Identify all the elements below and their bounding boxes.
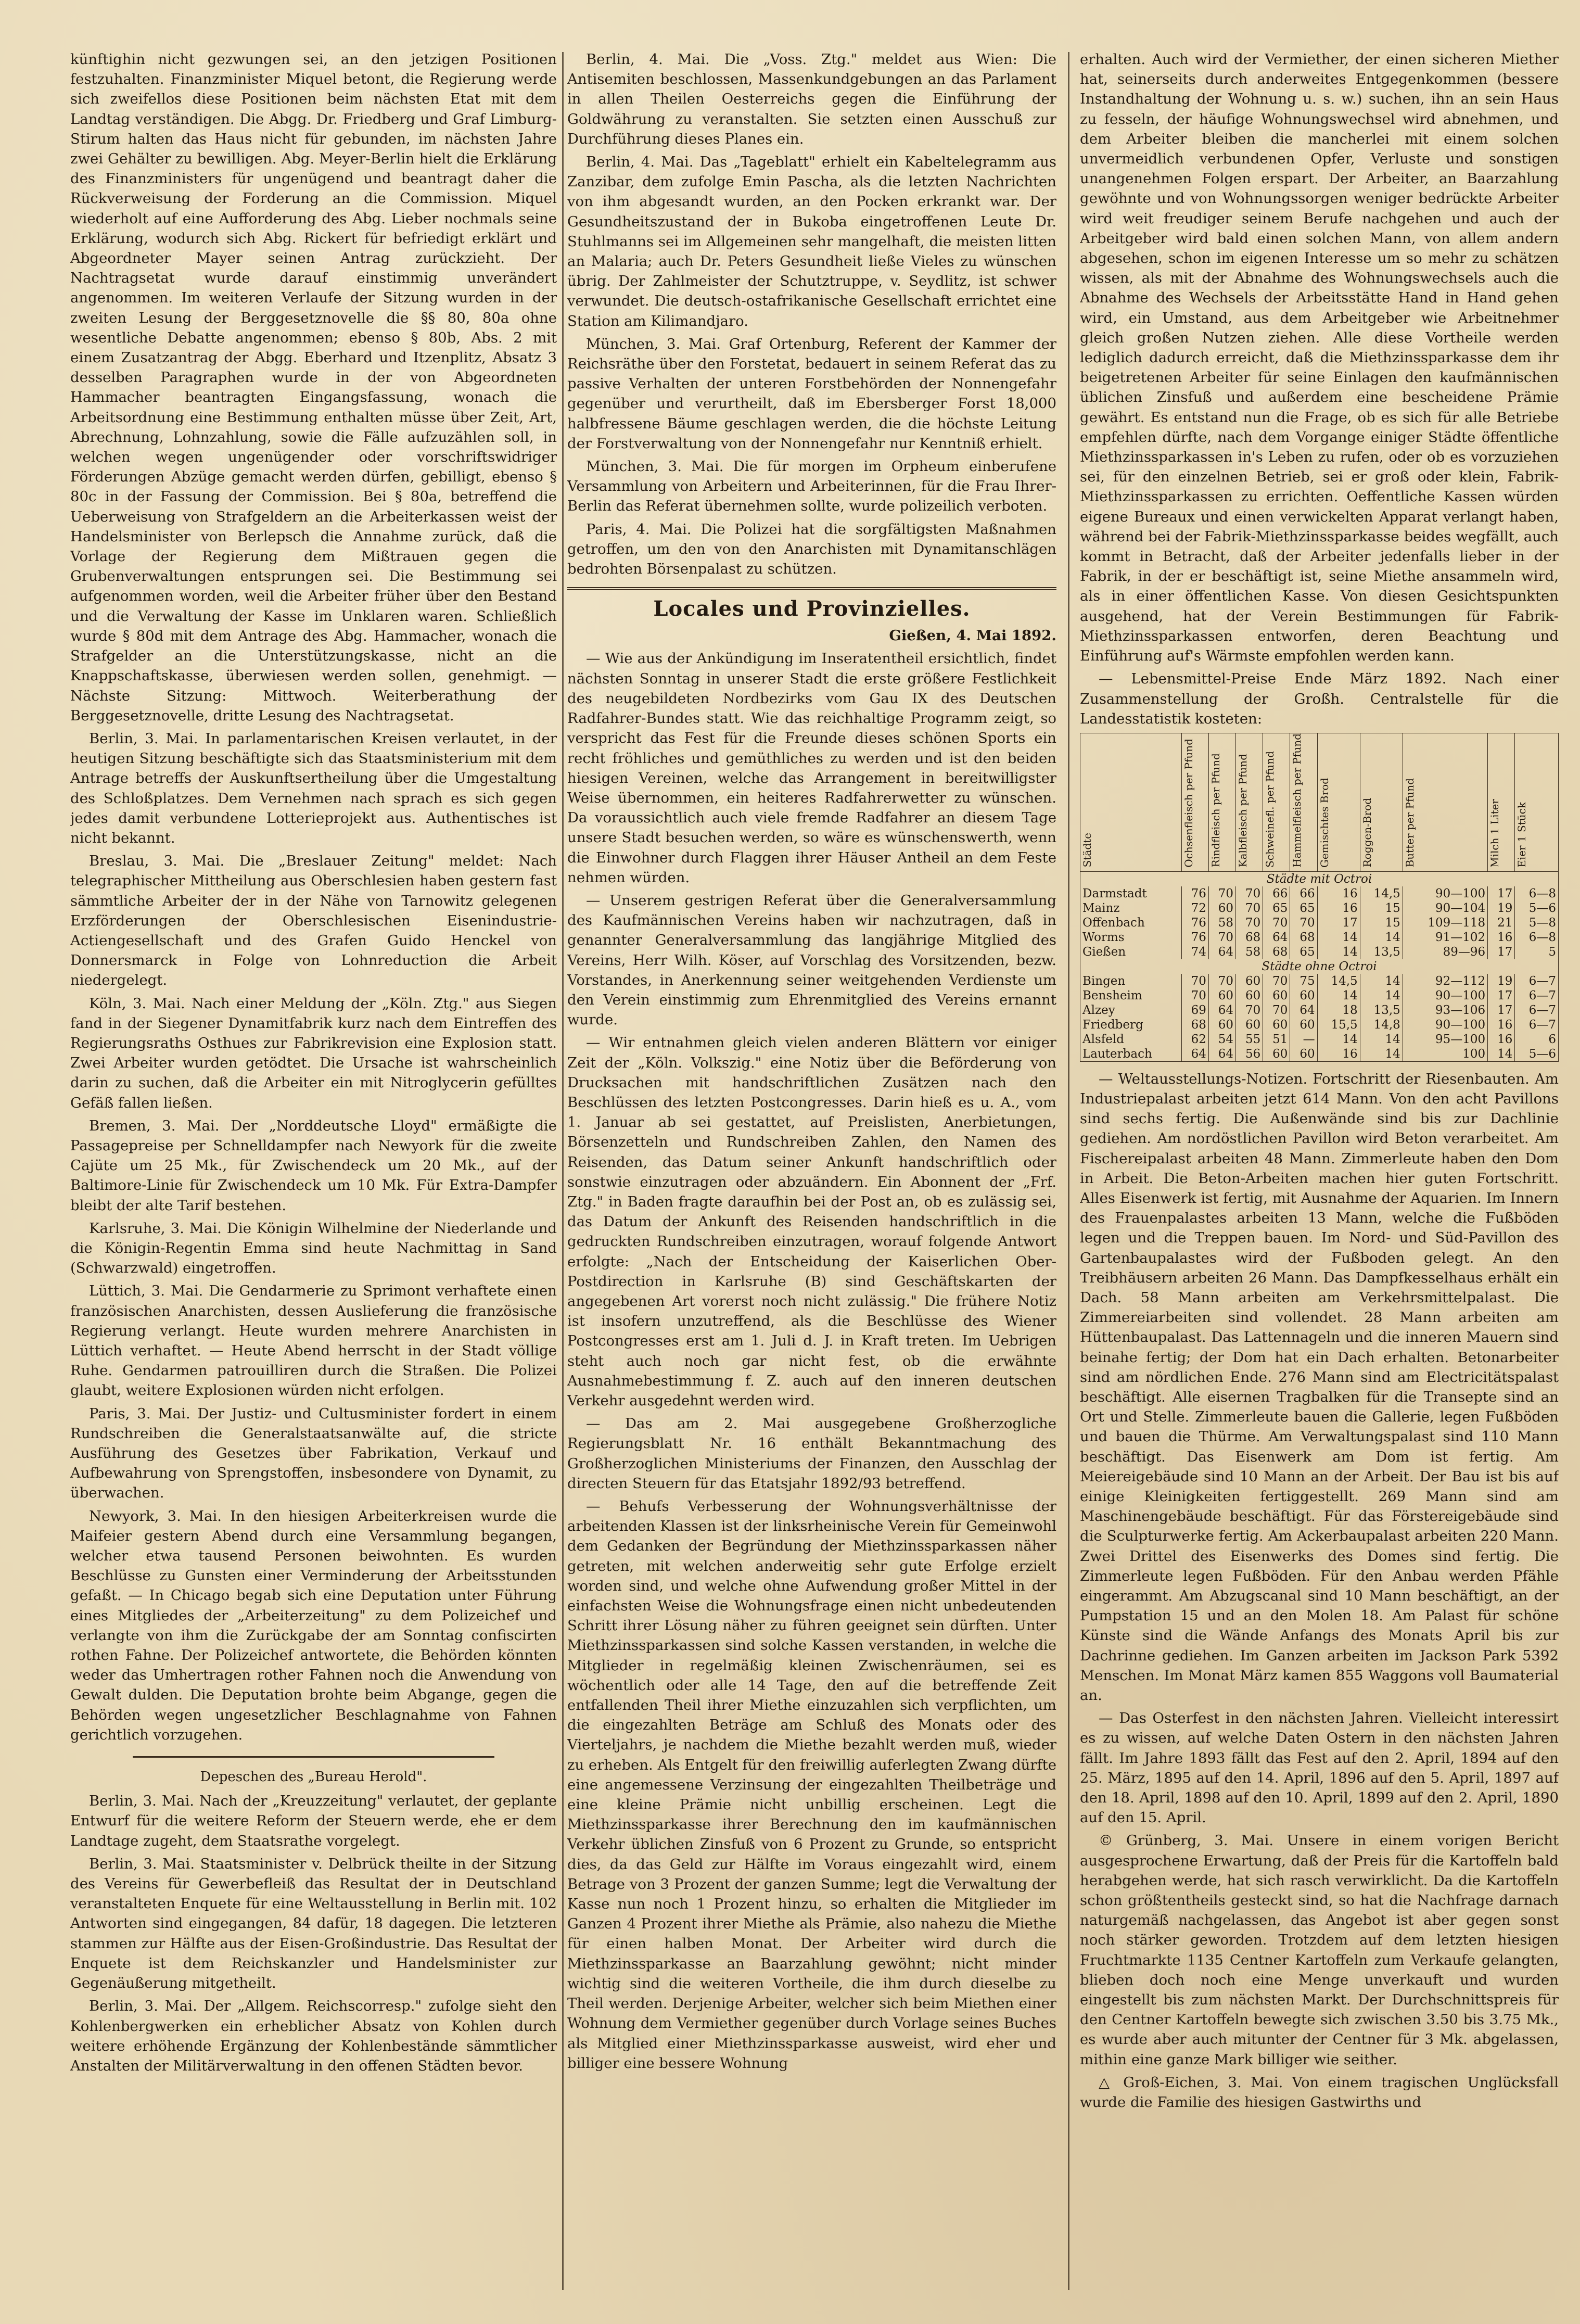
table-cell: 70: [1263, 974, 1290, 988]
table-cell: 90—100: [1403, 886, 1487, 901]
table-row: [1080, 1032, 1559, 1047]
table-cell: 6—7: [1515, 1018, 1559, 1032]
table-city-cell: Alsfeld: [1080, 1032, 1182, 1047]
table-row: [1080, 945, 1559, 959]
table-cell: 64: [1208, 1047, 1235, 1062]
article-paragraph: Breslau, 3. Mai. Die „Breslauer Zeitung" meldet: Nach telegraphischer Mittheilung aus Oberschlesien haben gestern fast sämmtliche Arbeiter der in der Nähe von Tarnowitz gelegenen Erzförderungen der Oberschlesischen Eisenindustrie-Actiengesellschaft und des Grafen Guido Henckel von Donnersmarck in Folge von Lohnreduction die Arbeit niedergelegt.: [70, 853, 557, 989]
article-paragraph: — Das am 2. Mai ausgegebene Großherzogliche Regierungsblatt Nr. 16 enthält Bekanntmachung des Großherzoglichen Ministeriums der Finanzen, den Ausschlag der directen Steuern für das Etatsjahr 1892/93 betreffend.: [567, 1415, 1056, 1492]
depeschen-heading: Depeschen des „Bureau Herold".: [200, 1769, 427, 1785]
table-cell: 68: [1236, 930, 1263, 945]
table-cell: 17: [1317, 916, 1360, 930]
article-paragraph: — Wie aus der Ankündigung im Inseratentheil ersichtlich, findet nächsten Sonntag in unserer Stadt die erste größere Festlichkeit des neugebildeten Nordbezirks vom Gau IX des Deutschen Radfahrer-Bundes statt. Wie das reichhaltige Programm zeigt, so verspricht das Fest für die Freunde dieses schönen Sports ein recht fröhliches und gemüthliches zu werden und ist den beiden hiesigen Vereinen, welche das Arrangement in bereitwilligster Weise übernommen, ein heiteres Radfahrerwetter zu wünschen. Da voraussichtlich auch viele fremde Radfahrer an diesem Tage unsere Stadt besuchen werden, so wäre es wünschenswerth, wenn die Einwohner durch Flaggen ihrer Häuser Antheil an dem Feste nehmen würden.: [567, 650, 1056, 886]
table-city-cell: Mainz: [1080, 901, 1182, 916]
table-row: [1080, 886, 1559, 901]
table-cell: 64: [1208, 1003, 1235, 1018]
table-cell: 93—106: [1403, 1003, 1487, 1018]
table-cell: 60: [1208, 988, 1235, 1003]
article-paragraph: △ Groß-Eichen, 3. Mai. Von einem tragischen Unglücksfall wurde die Familie des hiesigen Gastwirths und: [1080, 2074, 1559, 2111]
table-group-row: [1080, 871, 1559, 886]
column-left: [70, 49, 557, 2303]
table-cell: 6—7: [1515, 988, 1559, 1003]
table-cell: 62: [1181, 1032, 1208, 1047]
table-cell: 70: [1236, 1003, 1263, 1018]
table-cell: 14,5: [1317, 974, 1360, 988]
table-cell: 15: [1360, 916, 1403, 930]
table-city-cell: Lauterbach: [1080, 1047, 1182, 1062]
article-paragraph: Berlin, 3. Mai. Staatsminister v. Delbrück theilte in der Sitzung des Vereins für Gewerbefleiß das Resultat der in Deutschland veranstalteten Enquete für eine Weltausstellung in Berlin mit. 102 Antworten sind eingegangen, 84 dafür, 18 dagegen. Die letzteren stammen zur Hälfte aus der Eisen-Großindustrie. Das Resultat der Enquete ist dem Reichskanzler und Handelsminister zur Gegenäußerung mitgetheilt.: [70, 1855, 557, 1992]
table-cell: 14: [1317, 988, 1360, 1003]
article-paragraph: © Grünberg, 3. Mai. Unsere in einem vorigen Bericht ausgesprochene Erwartung, daß der Preis für die Kartoffeln bald herabgehen werde, hat sich rasch verwirklicht. Da die Kartoffeln schon größtentheils gesteckt sind, so hat die Nachfrage darnach naturgemäß nachgelassen, das Angebot ist aber gegen sonst noch stärker geworden. Trotzdem auf dem letzten hiesigen Fruchtmarkte 1135 Centner Kartoffeln zum Verkaufe gelangten, blieben doch noch eine Menge unverkauft und wurden eingestellt bis zum nächsten Markt. Der Durchschnittspreis für den Centner Kartoffeln bewegte sich zwischen 3.50 bis 3.75 Mk., es wurde aber auch mitunter der Centner für 3 Mk. abgelassen, mithin eine ganze Mark billiger wie seither.: [1080, 1832, 1559, 2068]
table-cell: 14: [1360, 930, 1403, 945]
table-cell: 70: [1181, 988, 1208, 1003]
table-row: [1080, 1047, 1559, 1062]
table-cell: 70: [1181, 974, 1208, 988]
table-group-label: Städte ohne Octroi: [1080, 959, 1559, 974]
table-cell: 14: [1317, 945, 1360, 959]
table-header-cell: Ochsenfleisch per Pfund: [1181, 733, 1208, 871]
table-cell: 64: [1208, 945, 1235, 959]
table-cell: 70: [1236, 886, 1263, 901]
article-paragraph: Berlin, 3. Mai. Der „Allgem. Reichscorresp." zufolge sieht den Kohlenbergwerken ein erheblicher Absatz von Kohlen durch weitere erhöhende Ergänzung der Kohlenbestände sämmtlicher Anstalten der Militärverwaltung in den offenen Städten bevor.: [70, 1998, 557, 2074]
table-row: [1080, 974, 1559, 988]
table-cell: 5: [1515, 945, 1559, 959]
table-cell: 75: [1290, 974, 1317, 988]
table-cell: 6—8: [1515, 930, 1559, 945]
table-cell: 100: [1403, 1047, 1487, 1062]
table-cell: 109—118: [1403, 916, 1487, 930]
article-paragraph: Bremen, 3. Mai. Der „Norddeutsche Lloyd" ermäßigte die Passagepreise per Schnelldampfer nach Newyork für die zweite Cajüte um 25 Mk., für Zwischendeck um 20 Mk., auf der Baltimore-Linie für Zwischendeck um 10 Mk. Für Extra-Dampfer bleibt der alte Tarif bestehen.: [70, 1117, 557, 1214]
table-cell: 51: [1263, 1032, 1290, 1047]
table-header-cell: Roggen-Brod: [1360, 733, 1403, 871]
table-cell: 14: [1317, 930, 1360, 945]
table-row: [1080, 1018, 1559, 1032]
table-cell: 58: [1208, 916, 1235, 930]
article-paragraph: — Wir entnahmen gleich vielen anderen Blättern vor einiger Zeit der „Köln. Volkszig." eine Notiz über die Beförderung von Drucksachen mit handschriftlichen Zusätzen nach den Beschlüssen des letzten Postcongresses. Darin hieß es u. A., vom 1. Januar ab sei gestattet, auf Preislisten, Anerbietungen, Börsenzetteln und Rundschreiben Zahlen, den Namen des Reisenden, das Datum seiner Ankunft handschriftlich oder sonstwie einzutragen oder abzuändern. Ein Abonnent der „Frf. Ztg." in Baden fragte daraufhin bei der Post an, ob es zulässig sei, das Datum der Ankunft des Reisenden handschriftlich in die gedruckten Rundschreiben einzutragen, worauf folgende Antwort erfolgte: „Nach der Entscheidung der Kaiserlichen Ober-Postdirection in Karlsruhe (B) sind Geschäftskarten der angegebenen Art vorerst noch nicht zulässig." Die frühere Notiz ist insofern unzutreffend, als die Beschlüsse des Wiener Postcongresses erst am 1. Juli d. J. in Kraft treten. Im Uebrigen steht auch noch gar nicht fest, ob die erwähnte Ausnahmebestimmung f. Z. auch auf den inneren deutschen Verkehr ausgedehnt werden wird.: [567, 1034, 1056, 1409]
table-city-cell: Friedberg: [1080, 1018, 1182, 1032]
table-group-label: Städte mit Octroi: [1080, 871, 1559, 886]
price-table-header: [1080, 733, 1559, 871]
column-middle: [567, 49, 1056, 2303]
table-cell: 15,5: [1317, 1018, 1360, 1032]
table-city-cell: Bensheim: [1080, 988, 1182, 1003]
table-header-cell: Kalbfleisch per Pfund: [1236, 733, 1263, 871]
table-row: [1080, 988, 1559, 1003]
table-header-cell: Gemischtes Brod: [1317, 733, 1360, 871]
table-header-cell: Eier 1 Stück: [1515, 733, 1559, 871]
table-cell: —: [1290, 1032, 1317, 1047]
table-cell: 65: [1290, 945, 1317, 959]
table-cell: 64: [1181, 1047, 1208, 1062]
table-cell: 70: [1290, 916, 1317, 930]
table-cell: 17: [1488, 945, 1515, 959]
table-city-cell: Gießen: [1080, 945, 1182, 959]
table-cell: 14,8: [1360, 1018, 1403, 1032]
table-row: [1080, 930, 1559, 945]
column-rule-left: [562, 52, 564, 2290]
table-cell: 74: [1181, 945, 1208, 959]
table-header-cell: Milch 1 Liter: [1488, 733, 1515, 871]
price-table-body: [1080, 871, 1559, 1061]
article-paragraph: Berlin, 3. Mai. Nach der „Kreuzzeitung" verlautet, der geplante Entwurf für die weitere Reform der Steuern werde, ehe er dem Landtage zugeht, dem Staatsrathe vorgelegt.: [70, 1793, 557, 1849]
article-paragraph: München, 3. Mai. Graf Ortenburg, Referent der Kammer der Reichsräthe über den Forstetat, bedauert in seinem Referat das zu passive Verhalten der unteren Forstbehörden der Nonnengefahr gegenüber und verurtheilt, daß im Ebersberger Forst 18,000 halbfressene Bäume geschlagen werden, die die höchste Leitung der Forstverwaltung von der Nonnengefahr nur Kenntniß erhielt.: [567, 335, 1056, 452]
table-cell: 60: [1263, 1047, 1290, 1062]
table-city-cell: Alzey: [1080, 1003, 1182, 1018]
table-cell: 18: [1317, 1003, 1360, 1018]
table-city-cell: Bingen: [1080, 974, 1182, 988]
table-cell: 17: [1488, 886, 1515, 901]
table-cell: 70: [1236, 901, 1263, 916]
table-row: [1080, 1003, 1559, 1018]
table-cell: 5—6: [1515, 1047, 1559, 1062]
article-paragraph: — Behufs Verbesserung der Wohnungsverhältnisse der arbeitenden Klassen ist der linksrheinische Verein für Gemeinwohl dem Gedanken der Begründung der Miethzinssparkassen näher getreten, mit welchen anderweitig sehr gute Erfolge erzielt worden sind, und welche ohne Aufwendung großer Mittel in der einfachsten Weise die Wohnungsfrage einen nicht unbedeutenden Schritt ihrer Lösung näher zu führen geeignet sein dürften. Unter Miethzinssparkassen sind solche Kassen verstanden, in welche die Mitglieder in regelmäßig kleinen Zwischenräumen, sei es wöchentlich oder alle 14 Tage, den auf die betreffende Zeit entfallenden Theil ihrer Miethe einzuzahlen sich verpflichten, um die eingezahlten Beträge am Schluß des Monats oder des Vierteljahrs, je nachdem die Miethe bezahlt werden muß, wieder zu erheben. Als Entgelt für den freiwillig auferlegten Zwang dürfte eine angemessene Verzinsung der eingezahlten Theilbeträge und eine kleine Prämie nicht unbillig erscheinen. Legt die Miethzinssparkasse ihrer Berechnung den im kaufmännischen Verkehr üblichen Zinsfuß von 6 Prozent zu Grunde, so entspricht dies, da das Geld zur Hälfte im Voraus eingezahlt wird, einem Betrage von 3 Prozent der ganzen Summe; legt die Verwaltung der Kasse nun noch 1 Prozent hinzu, so erhalten die Mitglieder im Ganzen 4 Prozent ihrer Miethe als Prämie, also nahezu die Miethe für einen halben Monat. Der Arbeiter wird durch die Miethzinssparkasse an Baarzahlung gewöhnt; nicht minder wichtig sind die weiteren Vortheile, die ihm durch dieselbe zu Theil werden. Derjenige Arbeiter, welcher sich beim Miethen einer Wohnung dem Vermiether gegenüber durch Vorlage seines Buches als Mitglied einer Miethzinssparkasse ausweist, wird eher und billiger eine bessere Wohnung: [567, 1498, 1056, 2072]
article-paragraph: Lüttich, 3. Mai. Die Gendarmerie zu Sprimont verhaftete einen französischen Anarchisten, dessen Auslieferung die französische Regierung verlangt. Heute wurden mehrere Anarchisten in Lüttich verhaftet. — Heute Abend herrscht in der Stadt völlige Ruhe. Gendarmen patrouilliren durch die Straßen. Die Polizei glaubt, weitere Explosionen würden nicht erfolgen.: [70, 1282, 557, 1399]
table-cell: 60: [1236, 988, 1263, 1003]
table-city-cell: Offenbach: [1080, 916, 1182, 930]
table-cell: 70: [1263, 916, 1290, 930]
table-cell: 60: [1290, 988, 1317, 1003]
table-city-cell: Worms: [1080, 930, 1182, 945]
article-paragraph: Paris, 3. Mai. Der Justiz- und Cultusminister fordert in einem Rundschreiben die Generalstaatsanwälte auf, die stricte Ausführung des Gesetzes über Fabrikation, Verkauf und Aufbewahrung von Sprengstoffen, insbesondere von Dynamit, zu überwachen.: [70, 1405, 557, 1502]
table-header-cell: Städte: [1080, 733, 1182, 871]
table-cell: 16: [1488, 930, 1515, 945]
table-cell: 58: [1236, 945, 1263, 959]
table-cell: 89—96: [1403, 945, 1487, 959]
article-paragraph: München, 3. Mai. Die für morgen im Orpheum einberufene Versammlung von Arbeitern und Arbeiterinnen, für die Frau Ihrer-Berlin das Referat übernehmen sollte, wurde polizeilich verboten.: [567, 458, 1056, 515]
table-cell: 6—8: [1515, 886, 1559, 901]
table-cell: 69: [1181, 1003, 1208, 1018]
section-divider: [133, 1756, 494, 1758]
dateline: Gießen, 4. Mai 1892.: [889, 627, 1056, 644]
table-cell: 60: [1263, 988, 1290, 1003]
article-paragraph: Paris, 4. Mai. Die Polizei hat die sorgfältigsten Maßnahmen getroffen, um den von den Anarchisten mit Dynamitanschlägen bedrohten Börsenpalast zu schützen.: [567, 520, 1056, 578]
table-header-cell: Hammelfleisch per Pfund: [1290, 733, 1317, 871]
article-paragraph: — Unserem gestrigen Referat über die Generalversammlung des Kaufmännischen Vereins haben wir nachzutragen, daß in genannter Generalversammlung das langjährige Mitglied des Vereins, Herr Wilh. Köser, auf Vorschlag des Vorsitzenden, bezw. Vorstandes, in Anerkennung seiner weitgehenden Verdienste um den Verein einstimmig zum Ehrenmitglied des Vereins ernannt wurde.: [567, 892, 1056, 1028]
table-row: [1080, 916, 1559, 930]
table-header-cell: Butter per Pfund: [1403, 733, 1487, 871]
article-paragraph: künftighin nicht gezwungen sei, an den jetzigen Positionen festzuhalten. Finanzminister Miquel betont, die Regierung werde sich zweifellos diese Positionen beim nächsten Etat mit dem Landtag verständigen. Die Abgg. Dr. Friedberg und Graf Limburg-Stirum halten das Haus nicht für gebunden, im nächsten Jahre zwei Gehälter zu bewilligen. Abg. Meyer-Berlin hielt die Erklärung des Finanzministers für ungenügend und beantragt daher die Rückverweisung der Forderung an die Commission. Miquel wiederholt auf eine Aufforderung des Abg. Lieber nochmals seine Erklärung, wodurch sich Abg. Rickert für befriedigt erklärt und Abgeordneter Mayer seinen Antrag zurückzieht. Der Nachtragsetat wurde darauf einstimmig unverändert angenommen. Im weiteren Verlaufe der Sitzung wurden in der zweiten Lesung der Berggesetznovelle die §§ 80, 80a ohne wesentliche Debatte angenommen; ebenso § 80b, Abs. 2 mit einem Zusatzantrag der Abgg. Eberhard und Itzenplitz, Absatz 3 desselben Paragraphen wurde in der von Abgeordneten Hammacher beantragten Eingangsfassung, wonach die Arbeitsordnung eine Bestimmung enthalten müsse über Zeit, Art, Abrechnung, Lohnzahlung, sowie die Fälle aufzuzählen soll, in welchen wegen ungenügender oder vorschriftswidriger Förderungen Abzüge gemacht werden dürfen, gebilligt, ebenso § 80c in der Fassung der Commission. Bei § 80a, betreffend die Ueberweisung von Strafgeldern an die Arbeiterkassen weist der Handelsminister von Berlepsch die Annahme zurück, daß die Vorlage der Regierung dem Mißtrauen gegen die Grubenverwaltungen entsprungen sei. Die Bestimmung sei aufgenommen worden, weil die Arbeiter früher über den Bestand und die Verwaltung der Kasse im Unklaren waren. Schließlich wurde § 80d mit dem Antrage des Abg. Hammacher, wonach die Strafgelder an die Unterstützungskasse, nicht an die Knappschaftskasse, überwiesen werden sollen, genehmigt. — Nächste Sitzung: Mittwoch. Weiterberathung der Berggesetznovelle, dritte Lesung des Nachtragsetat.: [70, 51, 557, 724]
table-cell: 14: [1360, 1032, 1403, 1047]
table-header-cell: Rindfleisch per Pfund: [1208, 733, 1235, 871]
table-city-cell: Darmstadt: [1080, 886, 1182, 901]
table-cell: 92—112: [1403, 974, 1487, 988]
article-paragraph: Köln, 3. Mai. Nach einer Meldung der „Köln. Ztg." aus Siegen fand in der Siegener Dynamitfabrik kurz nach dem Eintreffen des Regierungsraths Osthues zur Fabrikrevision eine Explosion statt. Zwei Arbeiter wurden getödtet. Die Ursache ist wahrscheinlich darin zu suchen, daß die Arbeiter ein mit Nitroglycerin gefülltes Gefäß fallen ließen.: [70, 995, 557, 1111]
table-cell: 13,5: [1360, 1003, 1403, 1018]
table-cell: 64: [1263, 930, 1290, 945]
table-cell: 16: [1488, 1018, 1515, 1032]
table-cell: 56: [1236, 1047, 1263, 1062]
article-paragraph: erhalten. Auch wird der Vermiether, der einen sicheren Miether hat, seinerseits durch anderweites Entgegenkommen (bessere Instandhaltung der Wohnung u. s. w.) suchen, ihn an sein Haus zu fesseln, der häufige Wohnungswechsel wird abnehmen, und dem Arbeiter bleiben die mancherlei mit einem solchen unvermeidlich verbundenen Opfer, Verluste und sonstigen unangenehmen Folgen erspart. Der Arbeiter, an Baarzahlung gewöhnte und von Wohnungssorgen weniger bedrückte Arbeiter wird weit freudiger seinem Berufe nachgehen und auch der Arbeitgeber wird bald einen solchen Mann, von allem andern abgesehen, schon im eigenen Interesse um so mehr zu schätzen wissen, als mit der Abnahme des Wohnungswechsels auch die Abnahme des Wechsels der Arbeitsstätte Hand in Hand gehen wird, ein Umstand, aus dem Arbeitgeber wie Arbeitnehmer gleich großen Nutzen ziehen. Alle diese Vortheile werden lediglich dadurch erreicht, daß die Miethzinssparkasse dem ihr beigetretenen Arbeiter für seine Einlagen den kaufmännischen üblichen Zinsfuß und außerdem eine bescheidene Prämie gewährt. Es entstand nun die Frage, ob es sich für alle Betriebe empfehlen dürfte, nach dem Vorgange einiger Städte öffentliche Miethzinssparkassen in's Leben zu rufen, oder ob es vorzuziehen sei, für den einzelnen Betrieb, sei er groß oder klein, Fabrik-Miethzinssparkassen zu errichten. Oeffentliche Kassen würden eigene Bureaux und einen verwickelten Apparat verlangt haben, während bei der Fabrik-Miethzinssparkasse beides wegfällt, auch kommt in Betracht, daß der Arbeiter jedenfalls lieber in der Fabrik, in der er beschäftigt ist, seine Miethe ansammeln wird, als in einer öffentlichen Kasse. Von diesen Gesichtspunkten ausgehend, hat der Verein Bestimmungen für Fabrik-Miethzinssparkassen entworfen, deren Beachtung und Einführung auf's Wärmste empfohlen werden kann.: [1080, 51, 1559, 665]
table-cell: 17: [1488, 1003, 1515, 1018]
table-header-cell: Schweinefl. per Pfund: [1263, 733, 1290, 871]
table-cell: 70: [1208, 974, 1235, 988]
table-cell: 16: [1317, 1047, 1360, 1062]
table-cell: 60: [1208, 1018, 1235, 1032]
table-cell: 14: [1360, 988, 1403, 1003]
table-cell: 60: [1263, 1018, 1290, 1032]
table-cell: 16: [1317, 901, 1360, 916]
table-cell: 76: [1181, 886, 1208, 901]
table-cell: 60: [1236, 974, 1263, 988]
table-cell: 14: [1360, 974, 1403, 988]
table-cell: 14: [1488, 1047, 1515, 1062]
table-cell: 14: [1360, 1047, 1403, 1062]
table-cell: 16: [1317, 886, 1360, 901]
table-group-row: [1080, 959, 1559, 974]
table-cell: 60: [1236, 1018, 1263, 1032]
table-cell: 16: [1488, 1032, 1515, 1047]
table-cell: 19: [1488, 901, 1515, 916]
article-paragraph: Newyork, 3. Mai. In den hiesigen Arbeiterkreisen wurde die Maifeier gestern Abend durch eine Versammlung begangen, welcher etwa tausend Personen beiwohnten. Es wurden Beschlüsse zu Gunsten einer Verminderung der Arbeitsstunden gefaßt. — In Chicago begab sich eine Deputation unter Führung eines Mitgliedes der „Arbeiterzeitung" zu dem Polizeichef und verlangte von ihm die Zurückgabe der am Sonntag confiscirten rothen Fahne. Der Polizeichef antwortete, die Behörden könnten weder das Umhertragen rother Fahnen noch die Anwendung von Gewalt dulden. Die Deputation brohte beim Abgange, gegen die Behörden wegen ungesetzlicher Beschlagnahme von Fahnen gerichtlich vorzugehen.: [70, 1507, 557, 1743]
table-cell: 6: [1515, 1032, 1559, 1047]
article-paragraph: Berlin, 3. Mai. In parlamentarischen Kreisen verlautet, in der heutigen Sitzung beschäftigte sich das Staatsministerium mit dem Antrage betreffs der Auskunftsertheilung über die Umgestaltung des Schloßplatzes. Dem Vernehmen nach sprach es sich gegen jedes damit verbundene Lotterieprojekt aus. Authentisches ist nicht bekannt.: [70, 730, 557, 846]
table-cell: 76: [1181, 930, 1208, 945]
table-cell: 90—100: [1403, 1018, 1487, 1032]
column-right: [1080, 49, 1559, 2303]
table-cell: 60: [1290, 1018, 1317, 1032]
table-cell: 72: [1181, 901, 1208, 916]
table-cell: 55: [1236, 1032, 1263, 1047]
table-cell: 70: [1208, 930, 1235, 945]
table-cell: 14: [1317, 1032, 1360, 1047]
table-cell: 13,5: [1360, 945, 1403, 959]
table-cell: 91—102: [1403, 930, 1487, 945]
table-cell: 19: [1488, 974, 1515, 988]
table-cell: 5—6: [1515, 901, 1559, 916]
table-cell: 70: [1208, 886, 1235, 901]
article-paragraph: Berlin, 4. Mai. Die „Voss. Ztg." meldet aus Wien: Die Antisemiten beschlossen, Massenkundgebungen an das Parlament in allen Theilen Oesterreichs gegen die Einführung der Goldwährung zu veranstalten. Sie setzten einen Ausschuß zur Durchführung dieses Planes ein.: [567, 51, 1056, 147]
article-paragraph: Karlsruhe, 3. Mai. Die Königin Wilhelmine der Niederlande und die Königin-Regentin Emma sind heute Nachmittag in Sand (Schwarzwald) eingetroffen.: [70, 1220, 557, 1277]
section-title: Locales und Provinzielles.: [653, 596, 971, 621]
article-paragraph: — Lebensmittel-Preise Ende März 1892. Nach einer Zusammenstellung der Großh. Centralstelle für die Landesstatistik kosteten:: [1080, 670, 1559, 727]
table-cell: 21: [1488, 916, 1515, 930]
table-cell: 64: [1290, 1003, 1317, 1018]
table-cell: 70: [1236, 916, 1263, 930]
price-table: [1080, 733, 1559, 1062]
table-cell: 65: [1290, 901, 1317, 916]
table-cell: 95—100: [1403, 1032, 1487, 1047]
table-cell: 70: [1263, 1003, 1290, 1018]
table-row: [1080, 901, 1559, 916]
table-cell: 60: [1208, 901, 1235, 916]
article-paragraph: Berlin, 4. Mai. Das „Tageblatt" erhielt ein Kabeltelegramm aus Zanzibar, dem zufolge Emin Pascha, als die letzten Nachrichten von ihm abgesandt wurden, an den Pocken erkrankt war. Der Gesundheitszustand der in Bukoba eingetroffenen Leute Dr. Stuhlmanns sei im Allgemeinen sehr mangelhaft, die meisten litten an Malaria; auch Dr. Peters Gesundheit ließe Vieles zu wünschen übrig. Der Zahlmeister der Schutztruppe, v. Seydlitz, ist schwer verwundet. Die deutsch-ostafrikanische Gesellschaft errichtet eine Station am Kilimandjaro.: [567, 154, 1056, 329]
table-cell: 76: [1181, 916, 1208, 930]
table-cell: 54: [1208, 1032, 1235, 1047]
article-paragraph: — Weltausstellungs-Notizen. Fortschritt der Riesenbauten. Am Industriepalast arbeiten jetzt 614 Mann. Von den acht Pavillons sind sechs fertig. Die Außenwände sind bis zur Dachlinie gediehen. Am nordöstlichen Pavillon wird Beton verarbeitet. Am Fischereipalast arbeiten 48 Mann. Zimmerleute haben den Dom in Arbeit. Die Beton-Arbeiten machen hier guten Fortschritt. Alles Eisenwerk ist fertig, mit Ausnahme der Aquarien. Im Innern des Frauenpalastes arbeiten 13 Mann, welche die Fußböden legen und die Treppen bauen. Im Nord- und Süd-Pavillon des Gartenbaupalastes wird der Fußboden gelegt. An den Treibhäusern arbeiten 26 Mann. Das Dampfkesselhaus erhält ein Dach. 58 Mann arbeiten am Verkehrsmittelpalast. Die Zimmereiarbeiten sind vollendet. 28 Mann arbeiten am Hüttenbaupalast. Das Lattennageln und die inneren Mauern sind beinahe fertig; der Dom hat ein Dach erhalten. Betonarbeiter sind am nördlichen Ende. 276 Mann sind am Electricitätspalast beschäftigt. Alle eisernen Tragbalken für die Transepte sind an Ort und Stelle. Zimmerleute bauen die Gallerie, legen Fußböden und bauen die Thürme. Am Verwaltungspalast sind 110 Mann beschäftigt. Das Eisenwerk am Dom ist fertig. Am Meiereigebäude sind 10 Mann an der Arbeit. Der Bau ist bis auf einige Kleinigkeiten fertiggestellt. 269 Mann sind am Maschinengebäude beschäftigt. Für das Förstereigebäude sind die Sculpturwerke fertig. Am Ackerbaupalast arbeiten 220 Mann. Zwei Drittel des Eisenwerks des Domes sind fertig. Die Zimmerleute legen Fußböden. Für den Anbau werden Pfähle eingerammt. Am Abzugscanal sind 10 Mann beschäftigt, an der Pumpstation 15 und an den Molen 18. Am Palast für schöne Künste sind die Wände Anfangs des Monats April bis zur Dachrinne gediehen. Im Ganzen arbeiten im Jackson Park 5392 Menschen. Im Monat März kamen 855 Waggons voll Baumaterial an.: [1080, 1070, 1559, 1704]
table-cell: 68: [1263, 945, 1290, 959]
article-paragraph: — Das Osterfest in den nächsten Jahren. Vielleicht interessirt es zu wissen, auf welche Daten Ostern in den nächsten Jahren fällt. Im Jahre 1893 fällt das Fest auf den 2. April, 1894 auf den 25. März, 1895 auf den 14. April, 1896 auf den 5. April, 1897 auf den 18. April, 1898 auf den 10. April, 1899 auf den 2. April, 1890 auf den 15. April.: [1080, 1710, 1559, 1826]
table-cell: 90—100: [1403, 988, 1487, 1003]
table-cell: 17: [1488, 988, 1515, 1003]
table-cell: 6—7: [1515, 1003, 1559, 1018]
table-cell: 68: [1290, 930, 1317, 945]
table-cell: 66: [1290, 886, 1317, 901]
section-divider: [567, 587, 1056, 590]
table-cell: 90—104: [1403, 901, 1487, 916]
table-cell: 15: [1360, 901, 1403, 916]
table-cell: 14,5: [1360, 886, 1403, 901]
table-cell: 65: [1263, 901, 1290, 916]
column-rule-right: [1068, 52, 1069, 2290]
table-cell: 6—7: [1515, 974, 1559, 988]
table-cell: 66: [1263, 886, 1290, 901]
table-cell: 68: [1181, 1018, 1208, 1032]
table-cell: 5—8: [1515, 916, 1559, 930]
table-cell: 60: [1290, 1047, 1317, 1062]
